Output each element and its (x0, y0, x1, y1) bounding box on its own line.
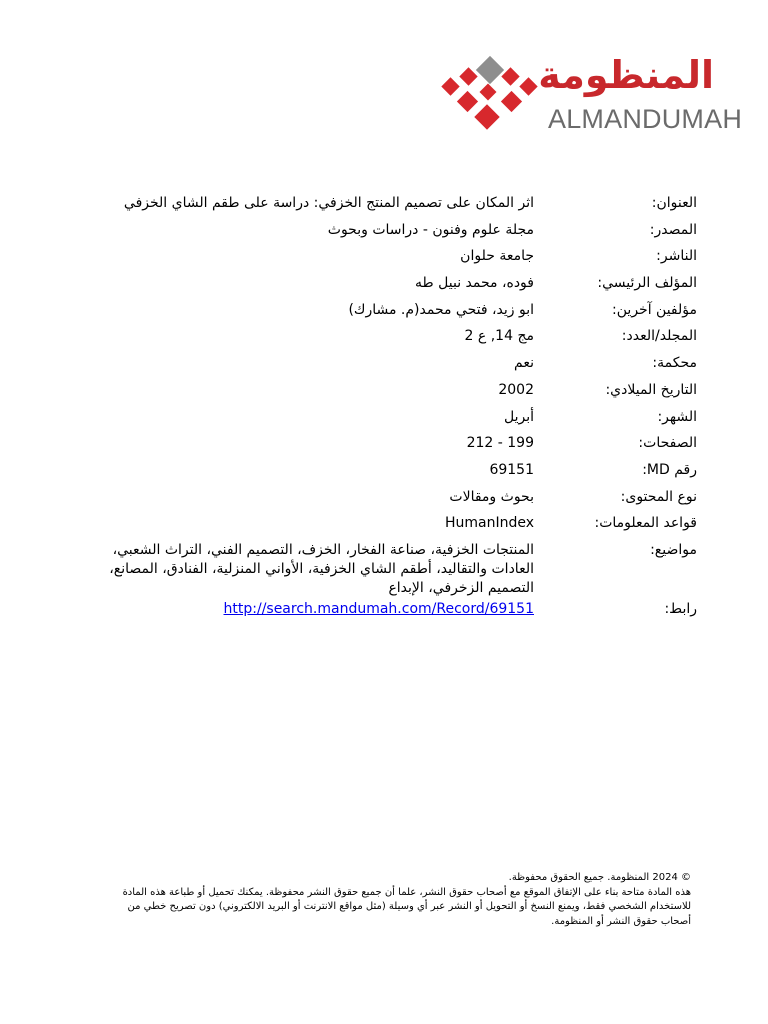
field-label: رابط: (664, 600, 697, 617)
field-value-other-authors: ابو زيد، فتحي محمد(م. مشارك) (348, 301, 534, 318)
field-label: الصفحات: (638, 435, 697, 452)
logo-diamond-red (501, 91, 522, 112)
field-label: محكمة: (652, 355, 697, 372)
field-value-main-author: فوده، محمد نبيل طه (415, 275, 534, 292)
logo-diamond-red (480, 84, 497, 101)
field-row-md-number (0, 457, 768, 484)
field-label: مؤلفين آخرين: (612, 301, 697, 318)
field-label: المؤلف الرئيسي: (597, 275, 697, 292)
logo-diamond-red (474, 104, 499, 129)
copyright-line: © 2024 المنظومة. جميع الحقوق محفوظة. (508, 872, 691, 883)
field-label: المصدر: (649, 221, 697, 238)
field-row-pages (0, 430, 768, 457)
usage-notice-line: هذه المادة متاحة بناء على الإتفاق الموقع مع أصحاب حقوق النشر، علما أن جميع حقوق النشر محفوظة. يمكنك تحميل أو طباعة هذه المادة (122, 886, 691, 898)
field-label: المجلد/العدد: (621, 328, 697, 345)
field-row-volume-issue (0, 323, 768, 350)
field-row-source (0, 217, 768, 244)
logo-diamond-gray (476, 56, 504, 84)
record-link[interactable]: http://search.mandumah.com/Record/69151 (223, 600, 534, 617)
field-row-month (0, 404, 768, 431)
field-row-publisher (0, 243, 768, 270)
field-row-main-author (0, 270, 768, 297)
field-value-md-number: 69151 (489, 461, 534, 478)
field-label: الناشر: (656, 248, 697, 265)
field-label: الشهر: (657, 408, 697, 425)
field-row-other-authors (0, 297, 768, 324)
field-value-link (78, 600, 534, 619)
logo-english-wordmark: ALMANDUMAH (548, 104, 743, 134)
field-label: رقم MD: (642, 461, 697, 478)
field-value-subjects: المنتجات الخزفية، صناعة الفخار، الخزف، التصميم الفني، التراث الشعبي، العادات والتقاليد، أطقم الشاي الخزفية، الأواني المنزلية، الفنادق، المصانع، التصميم الزخرفي، الإبداع (109, 541, 534, 596)
field-label: مواضيع: (650, 541, 697, 558)
field-row-title (0, 190, 768, 217)
field-value-source: مجلة علوم وفنون - دراسات وبحوث (327, 221, 534, 238)
field-row-year (0, 377, 768, 404)
logo-diamond-red (459, 67, 477, 85)
field-value-volume-issue: مج 14, ع 2 (464, 328, 534, 345)
logo-diamond-red (519, 77, 537, 95)
field-label: التاريخ الميلادي: (605, 381, 697, 398)
field-value-content-type: بحوث ومقالات (449, 488, 534, 505)
field-label: قواعد المعلومات: (594, 515, 697, 532)
field-value-title: اثر المكان على تصميم المنتج الخزفي: دراسة على طقم الشاي الخزفي (123, 195, 534, 211)
field-value-year: 2002 (498, 381, 534, 398)
field-row-content-type (0, 484, 768, 511)
copyright-footer (55, 871, 691, 929)
field-value-pages: 199 - 212 (466, 435, 534, 452)
field-value-month: أبريل (503, 408, 534, 425)
field-value-peer-reviewed: نعم (514, 355, 534, 372)
logo-diamonds-icon (438, 52, 540, 140)
logo-arabic-wordmark: المنظومة (538, 53, 714, 97)
field-value-databases: HumanIndex (444, 515, 534, 532)
field-row-link (0, 596, 768, 623)
logo-diamond-red (441, 77, 459, 95)
usage-notice-line: أصحاب حقوق النشر أو المنظومة. (551, 915, 691, 927)
logo-diamond-red (457, 91, 478, 112)
usage-notice-line: للاستخدام الشخصي فقط، ويمنع النسخ أو التحويل أو النشر عبر أي وسيلة (مثل مواقع الانترنت أو البريد الالكتروني) دون تصريح خطي من (127, 901, 691, 913)
almandumah-logo (438, 52, 743, 140)
field-label: نوع المحتوى: (620, 488, 697, 505)
field-row-subjects (0, 537, 768, 596)
field-row-peer-reviewed (0, 350, 768, 377)
field-value-publisher: جامعة حلوان (460, 248, 534, 265)
record-details (0, 190, 768, 623)
field-label: العنوان: (651, 195, 697, 211)
field-row-databases (0, 510, 768, 537)
